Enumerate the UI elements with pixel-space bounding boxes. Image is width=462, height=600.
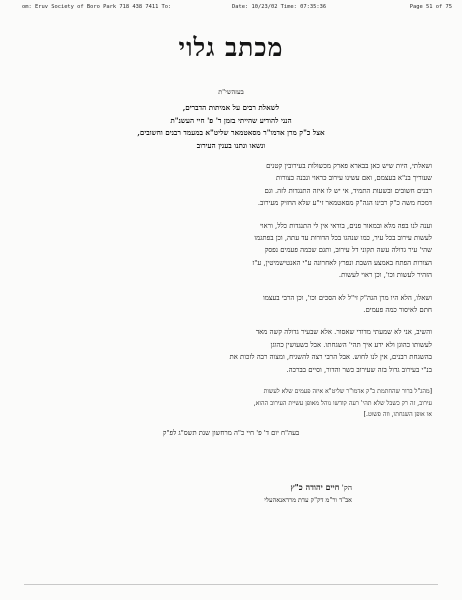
text-line: והשיב, אני לא שמעתי מדודי שאסור. אלא שבעיר גדולה קשה מאד <box>255 328 432 337</box>
text-line: בהשגחת רבנים, אין לנו לחוש. אבל הרבי רצה להשגיח, ומצוה רבה לזכות את <box>229 353 432 362</box>
signature-prefix: הק' <box>341 482 352 492</box>
letter-body <box>30 28 432 506</box>
paragraph-note <box>30 386 432 421</box>
intro-block <box>30 102 432 152</box>
letter-title: מכתב גלוי <box>178 33 284 62</box>
text-line: שעוריך בנ"א בעצמם, ואם עשינו עירוב כראוי ונבנה כצורות <box>276 174 432 183</box>
signature-name: חיים יהודה כ"ץ <box>290 481 340 492</box>
paragraph-followup-question <box>30 292 432 317</box>
text-line: הזהיר לעשות וכו', וכן ראוי לעשות. <box>338 271 432 280</box>
text-line: ושאלתי, היות שיש כאן בבארא פארק מכשולות בעירובין קטנים <box>266 162 432 170</box>
text-line: לעשותו כהוגן ולא ידע איך תהי' השגחתו. אבל כשעושין כהוגן <box>270 340 432 349</box>
intro-line: לשאלת רבים על אמיתות הדברים, <box>182 103 280 112</box>
fax-page-number: Page 51 of 75 <box>409 4 452 10</box>
date-line: בעה"ח יום ד' פ' חיי כ"ה מרחשון שנת תשס"ג לפ"ק <box>162 428 300 437</box>
intro-line: אצל כ"ק מרן אדמו"ר מסאטמאר שליט"א במעמד רבנים וחשובים, <box>137 128 325 137</box>
text-line: בנ"י בעירוב גדול בזה שעירוב כשר והדור, וסיים בברכה. <box>286 365 432 374</box>
signature-block <box>30 481 432 506</box>
fax-header <box>0 4 462 14</box>
text-line: לעשות עירוב בכל עיר, כמו שנהגו בכל הדורות עד עתה, וכן בפתגמו <box>254 234 432 243</box>
text-line: או אופן השגחתו, וזה פשוט.] <box>363 411 432 419</box>
text-line: וענה לנו בפה מלא ובמאור פנים, בודאי אין לי התנגדות כלל, וראוי <box>259 221 432 230</box>
fax-from: om: Eruv Society of Boro Park 718 438 7411 To: <box>22 4 172 10</box>
intro-line: הנני להודיע שהייתי בזמן ד' פ' חיי העשנ"ת <box>170 115 292 125</box>
text-line: דמכח משה כ"ק רבינו הגה"ק מסאטמאר זי"ע שלא החזיק מעירוב. <box>257 199 432 208</box>
text-line: ושאלו, הלא היו מרן הגה"ק זי"ל לא הסכים וכו', וכן הרבי בעצמו <box>262 293 432 302</box>
text-line: הצורות הפתח באמצע השבת ונפרץ לאחרונה ע"י האנטישמיטין, ע"ז <box>252 258 432 267</box>
signature-role: אב"ד ור"מ דק"ק עדת מרדאנאהעלי <box>264 495 352 504</box>
text-line: חתם לאיסור כמה פעמים. <box>363 306 432 315</box>
text-line: [מהג"ל ברור שהחתמת כ"ק אדמו"ר שליט"א איזה פעמים שלא לעשות <box>263 388 432 396</box>
paragraph-followup-answer <box>30 326 432 376</box>
paragraph-question <box>30 160 432 210</box>
page-bottom-rule <box>24 584 438 585</box>
fax-date: Date: 10/23/02 Time: 07:35:36 <box>232 4 327 10</box>
text-line: שהי' עיר גדולה עשה תקוני דל עירוב, ותגם שכמה פעמים נפסק <box>264 246 432 255</box>
text-line: רבנים חשובים ובשעות התמיד, אי יש לו איזה התנגדות לזה. וגם <box>264 186 432 195</box>
intro-line: ונשאו ונתנו בענין העירוב <box>196 140 266 150</box>
bsd-heading: בעזהשי"ת <box>218 88 244 96</box>
paragraph-answer <box>30 220 432 282</box>
text-line: עירוב, זה רק כשבל שלא תהי' רעה קודשו נוהל מאופן עשיית העירוב ההוא, <box>253 399 432 407</box>
